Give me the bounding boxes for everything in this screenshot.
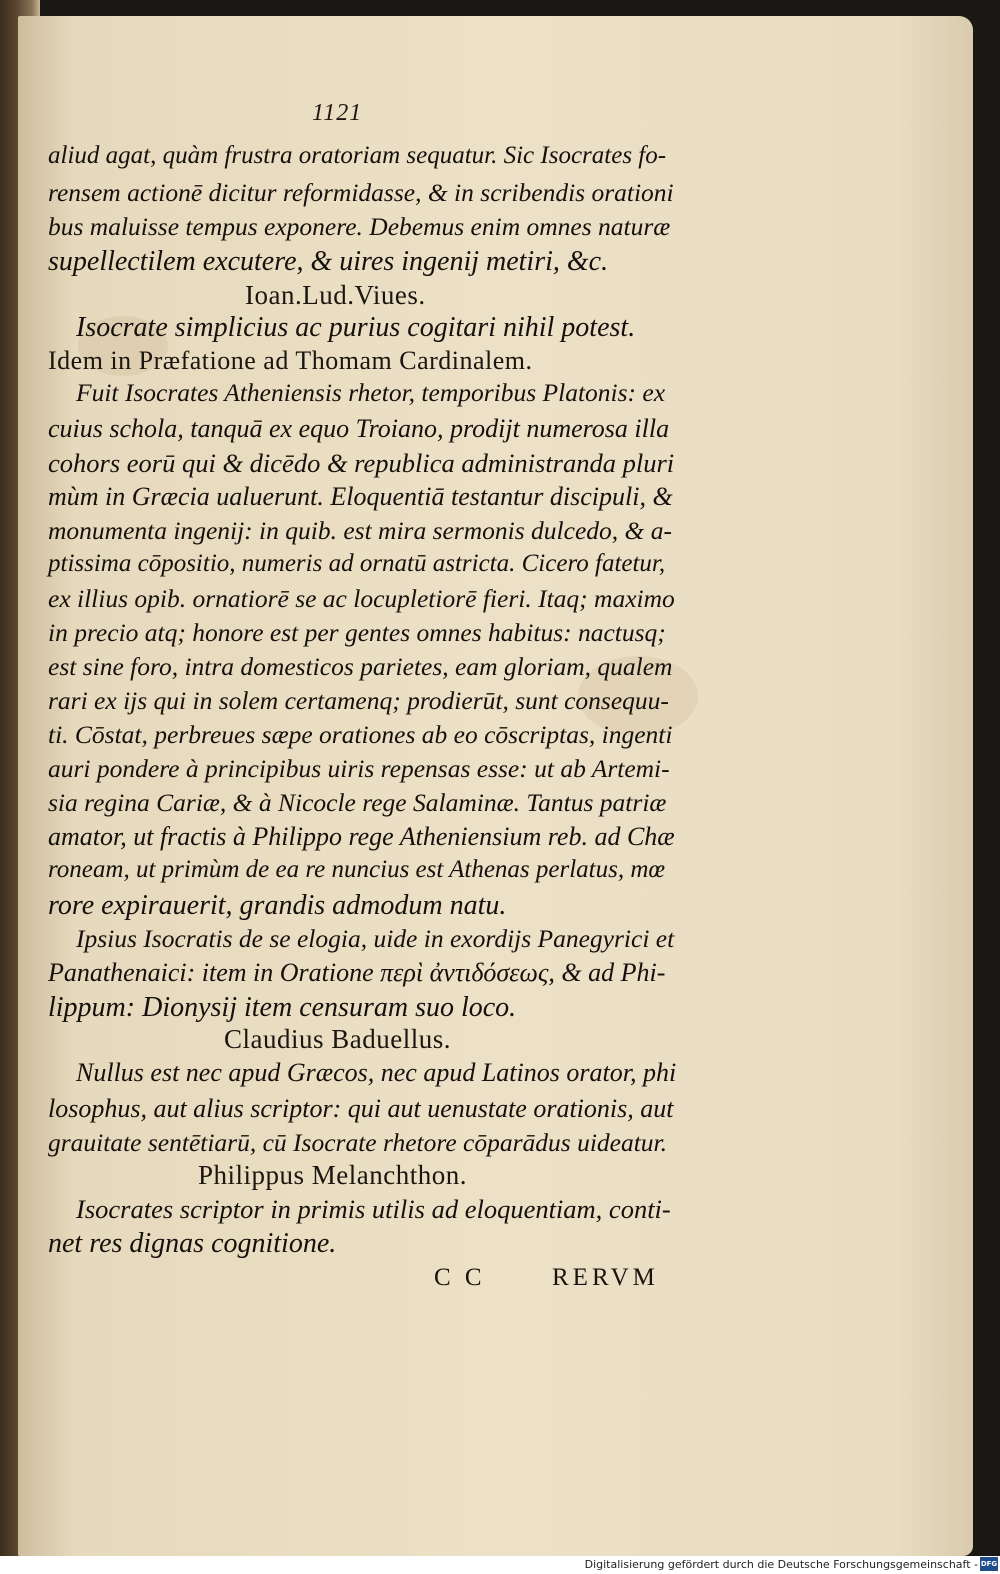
text-line: Panathenaici: item in Oratione περὶ ἀντιδόσεως, & ad Phi-	[48, 958, 666, 987]
text-line: amator, ut fractis à Philippo rege Atheniensium reb. ad Chæ	[48, 822, 675, 851]
section-heading-baduellus: Claudius Baduellus.	[224, 1024, 451, 1054]
text-line: grauitate sentētiarū, cū Isocrate rhetore cōparādus uideatur.	[48, 1128, 668, 1157]
text-line: ex illius opib. ornatiorē se ac locupletiorē fieri. Itaq; maximo	[48, 584, 675, 613]
text-line: supellectilem excutere, & uires ingenij metiri, &c.	[48, 246, 609, 277]
text-line: ti. Cōstat, perbreues sæpe orationes ab eo cōscriptas, ingenti	[48, 720, 673, 749]
text-line: monumenta ingenij: in quib. est mira sermonis dulcedo, & a-	[48, 516, 672, 545]
text-line: auri pondere à principibus uiris repensas esse: ut ab Artemi-	[48, 754, 670, 783]
text-line: Ipsius Isocratis de se elogia, uide in exordijs Panegyrici et	[76, 924, 675, 953]
signature-mark: C C	[434, 1264, 486, 1291]
section-heading-vives: Ioan.Lud.Viues.	[245, 280, 426, 310]
text-line: Nullus est nec apud Græcos, nec apud Latinos orator, phi	[76, 1058, 677, 1087]
text-line: Isocrates scriptor in primis utilis ad eloquentiam, conti-	[76, 1194, 671, 1224]
text-line: rari ex ijs qui in solem certamenq; prodierūt, sunt consequu-	[48, 686, 669, 715]
section-heading-idem: Idem in Præfatione ad Thomam Cardinalem.	[48, 346, 533, 375]
text-line: cohors eorū qui & dicēdo & republica administranda pluri	[48, 448, 675, 478]
text-line: lippum: Dionysij item censuram suo loco.	[48, 992, 517, 1023]
text-line: net res dignas cognitione.	[48, 1228, 337, 1259]
page-number: 1121	[312, 100, 363, 126]
text-line: cuius schola, tanquā ex equo Troiano, prodijt numerosa illa	[48, 414, 670, 443]
text-line: sia regina Cariæ, & à Nicocle rege Salaminæ. Tantus patriæ	[48, 788, 667, 817]
text-line: losophus, aut alius scriptor: qui aut uenustate orationis, aut	[48, 1094, 674, 1123]
text-line: mùm in Græcia ualuerunt. Eloquentiā testantur discipuli, &	[48, 482, 673, 511]
text-line: Fuit Isocrates Atheniensis rhetor, temporibus Platonis: ex	[76, 378, 666, 407]
dfg-logo: DFG	[980, 1557, 998, 1571]
text-line: roneam, ut primùm de ea re nuncius est Athenas perlatus, mœ	[48, 856, 666, 883]
section-heading-melanchthon: Philippus Melanchthon.	[198, 1160, 467, 1190]
text-line: ptissima cōpositio, numeris ad ornatū astricta. Cicero fatetur,	[48, 550, 666, 577]
funding-note: Digitalisierung gefördert durch die Deutsche Forschungsgemeinschaft -	[584, 1558, 978, 1571]
text-line: bus maluisse tempus exponere. Debemus enim omnes naturæ	[48, 212, 671, 241]
text-line: Isocrate simplicius ac purius cogitari nihil potest.	[76, 312, 636, 343]
catchword: RERVM	[552, 1264, 659, 1291]
text-line: in precio atq; honore est per gentes omnes habitus: nactusq;	[48, 618, 666, 647]
text-line: rensem actionē dicitur reformidasse, & in scribendis orationi	[48, 178, 674, 207]
text-line: est sine foro, intra domesticos parietes, eam gloriam, qualem	[48, 652, 673, 681]
text-line: rore expirauerit, grandis admodum natu.	[48, 890, 507, 921]
text-line: aliud agat, quàm frustra oratoriam sequatur. Sic Isocrates fo-	[48, 142, 667, 169]
